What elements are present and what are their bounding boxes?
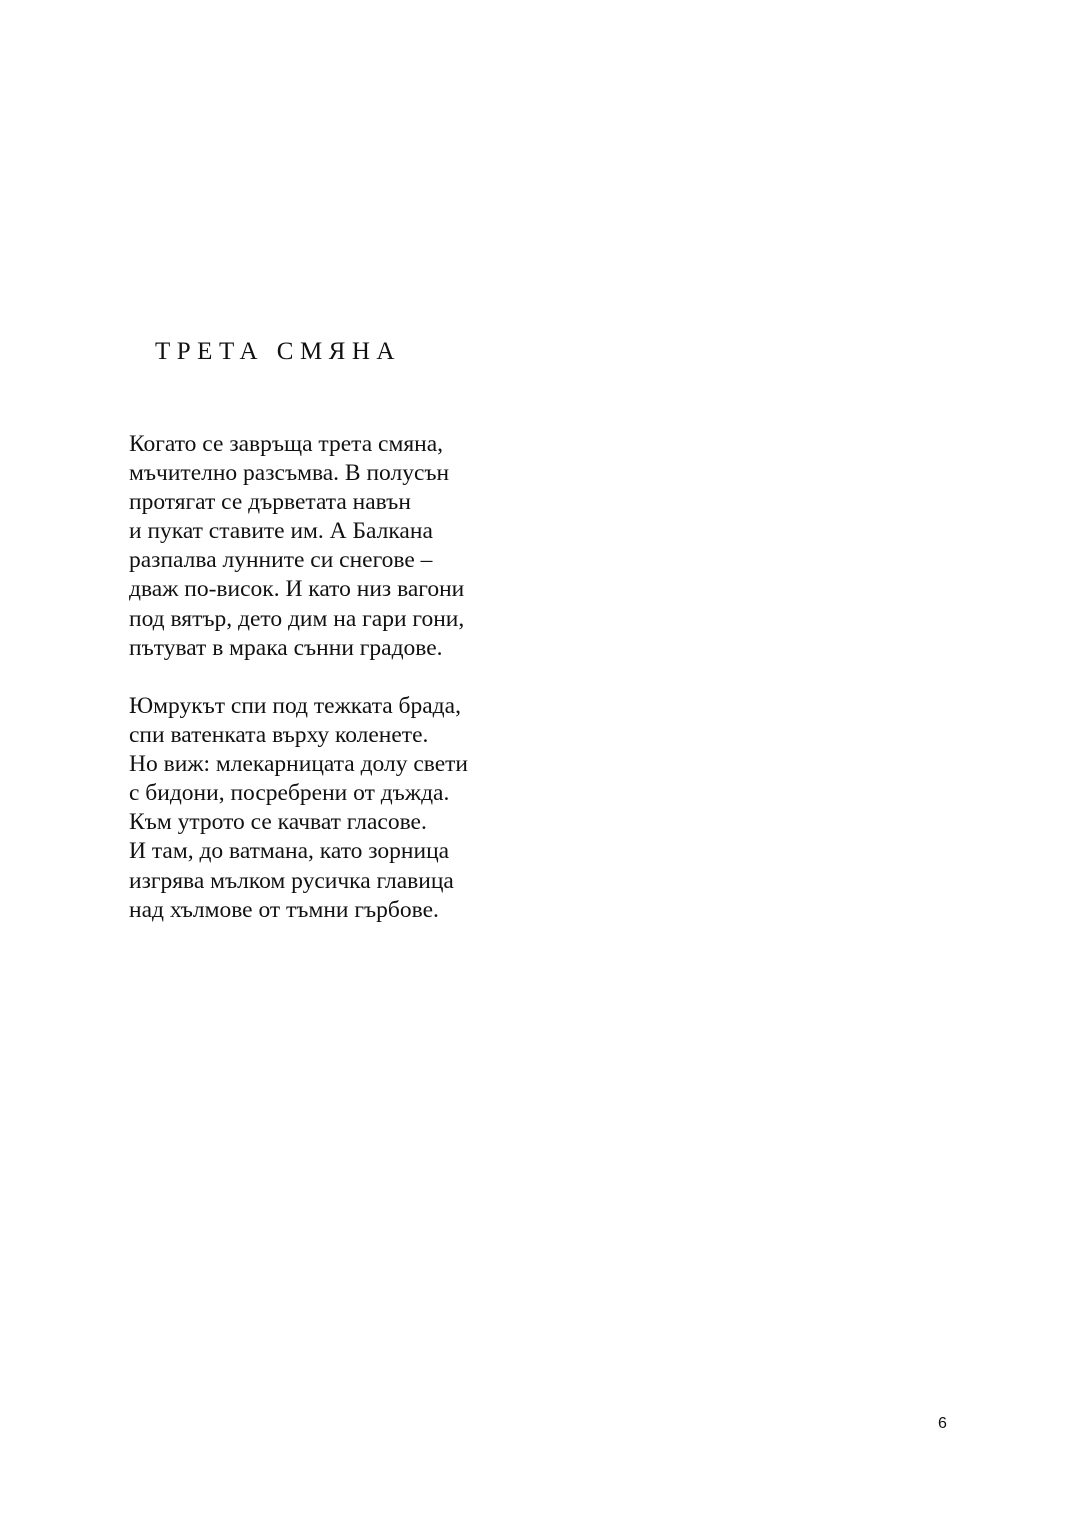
- poem-line: изгрява мълком русичка главица: [129, 867, 454, 894]
- poem-line: Към утрото се качват гласове.: [129, 809, 427, 836]
- poem-line: и пукат ставите им. А Балкана: [129, 518, 433, 545]
- poem-line: пътуват в мрака сънни градове.: [129, 634, 443, 661]
- poem-line: Но виж: млекарницата долу свети: [129, 751, 469, 778]
- poem-title: ТРЕТА СМЯНА: [155, 338, 401, 365]
- stanza-2: [129, 692, 468, 925]
- poem-line: протягат се дърветата навън: [129, 489, 411, 516]
- stanza-1: [129, 430, 464, 663]
- poem-line: с бидони, посребрени от дъжда.: [129, 780, 450, 807]
- poem-line: над хълмове от тъмни гърбове.: [129, 896, 439, 923]
- poem-line: мъчително разсъмва. В полусън: [129, 460, 450, 487]
- page-number: 6: [938, 1415, 947, 1432]
- poem-line: дваж по-висок. И като низ вагони: [129, 576, 465, 603]
- poem-line: Юмрукът спи под тежката брада,: [129, 693, 461, 719]
- poem-line: Когато се завръща трета смяна,: [129, 431, 444, 457]
- poem-line: разпалва лунните си снегове –: [129, 547, 433, 574]
- poem-line: под вятър, дето дим на гари гони,: [129, 605, 465, 632]
- poem-line: спи ватенката върху коленете.: [129, 722, 429, 749]
- poem-line: И там, до ватмана, като зорница: [129, 838, 450, 865]
